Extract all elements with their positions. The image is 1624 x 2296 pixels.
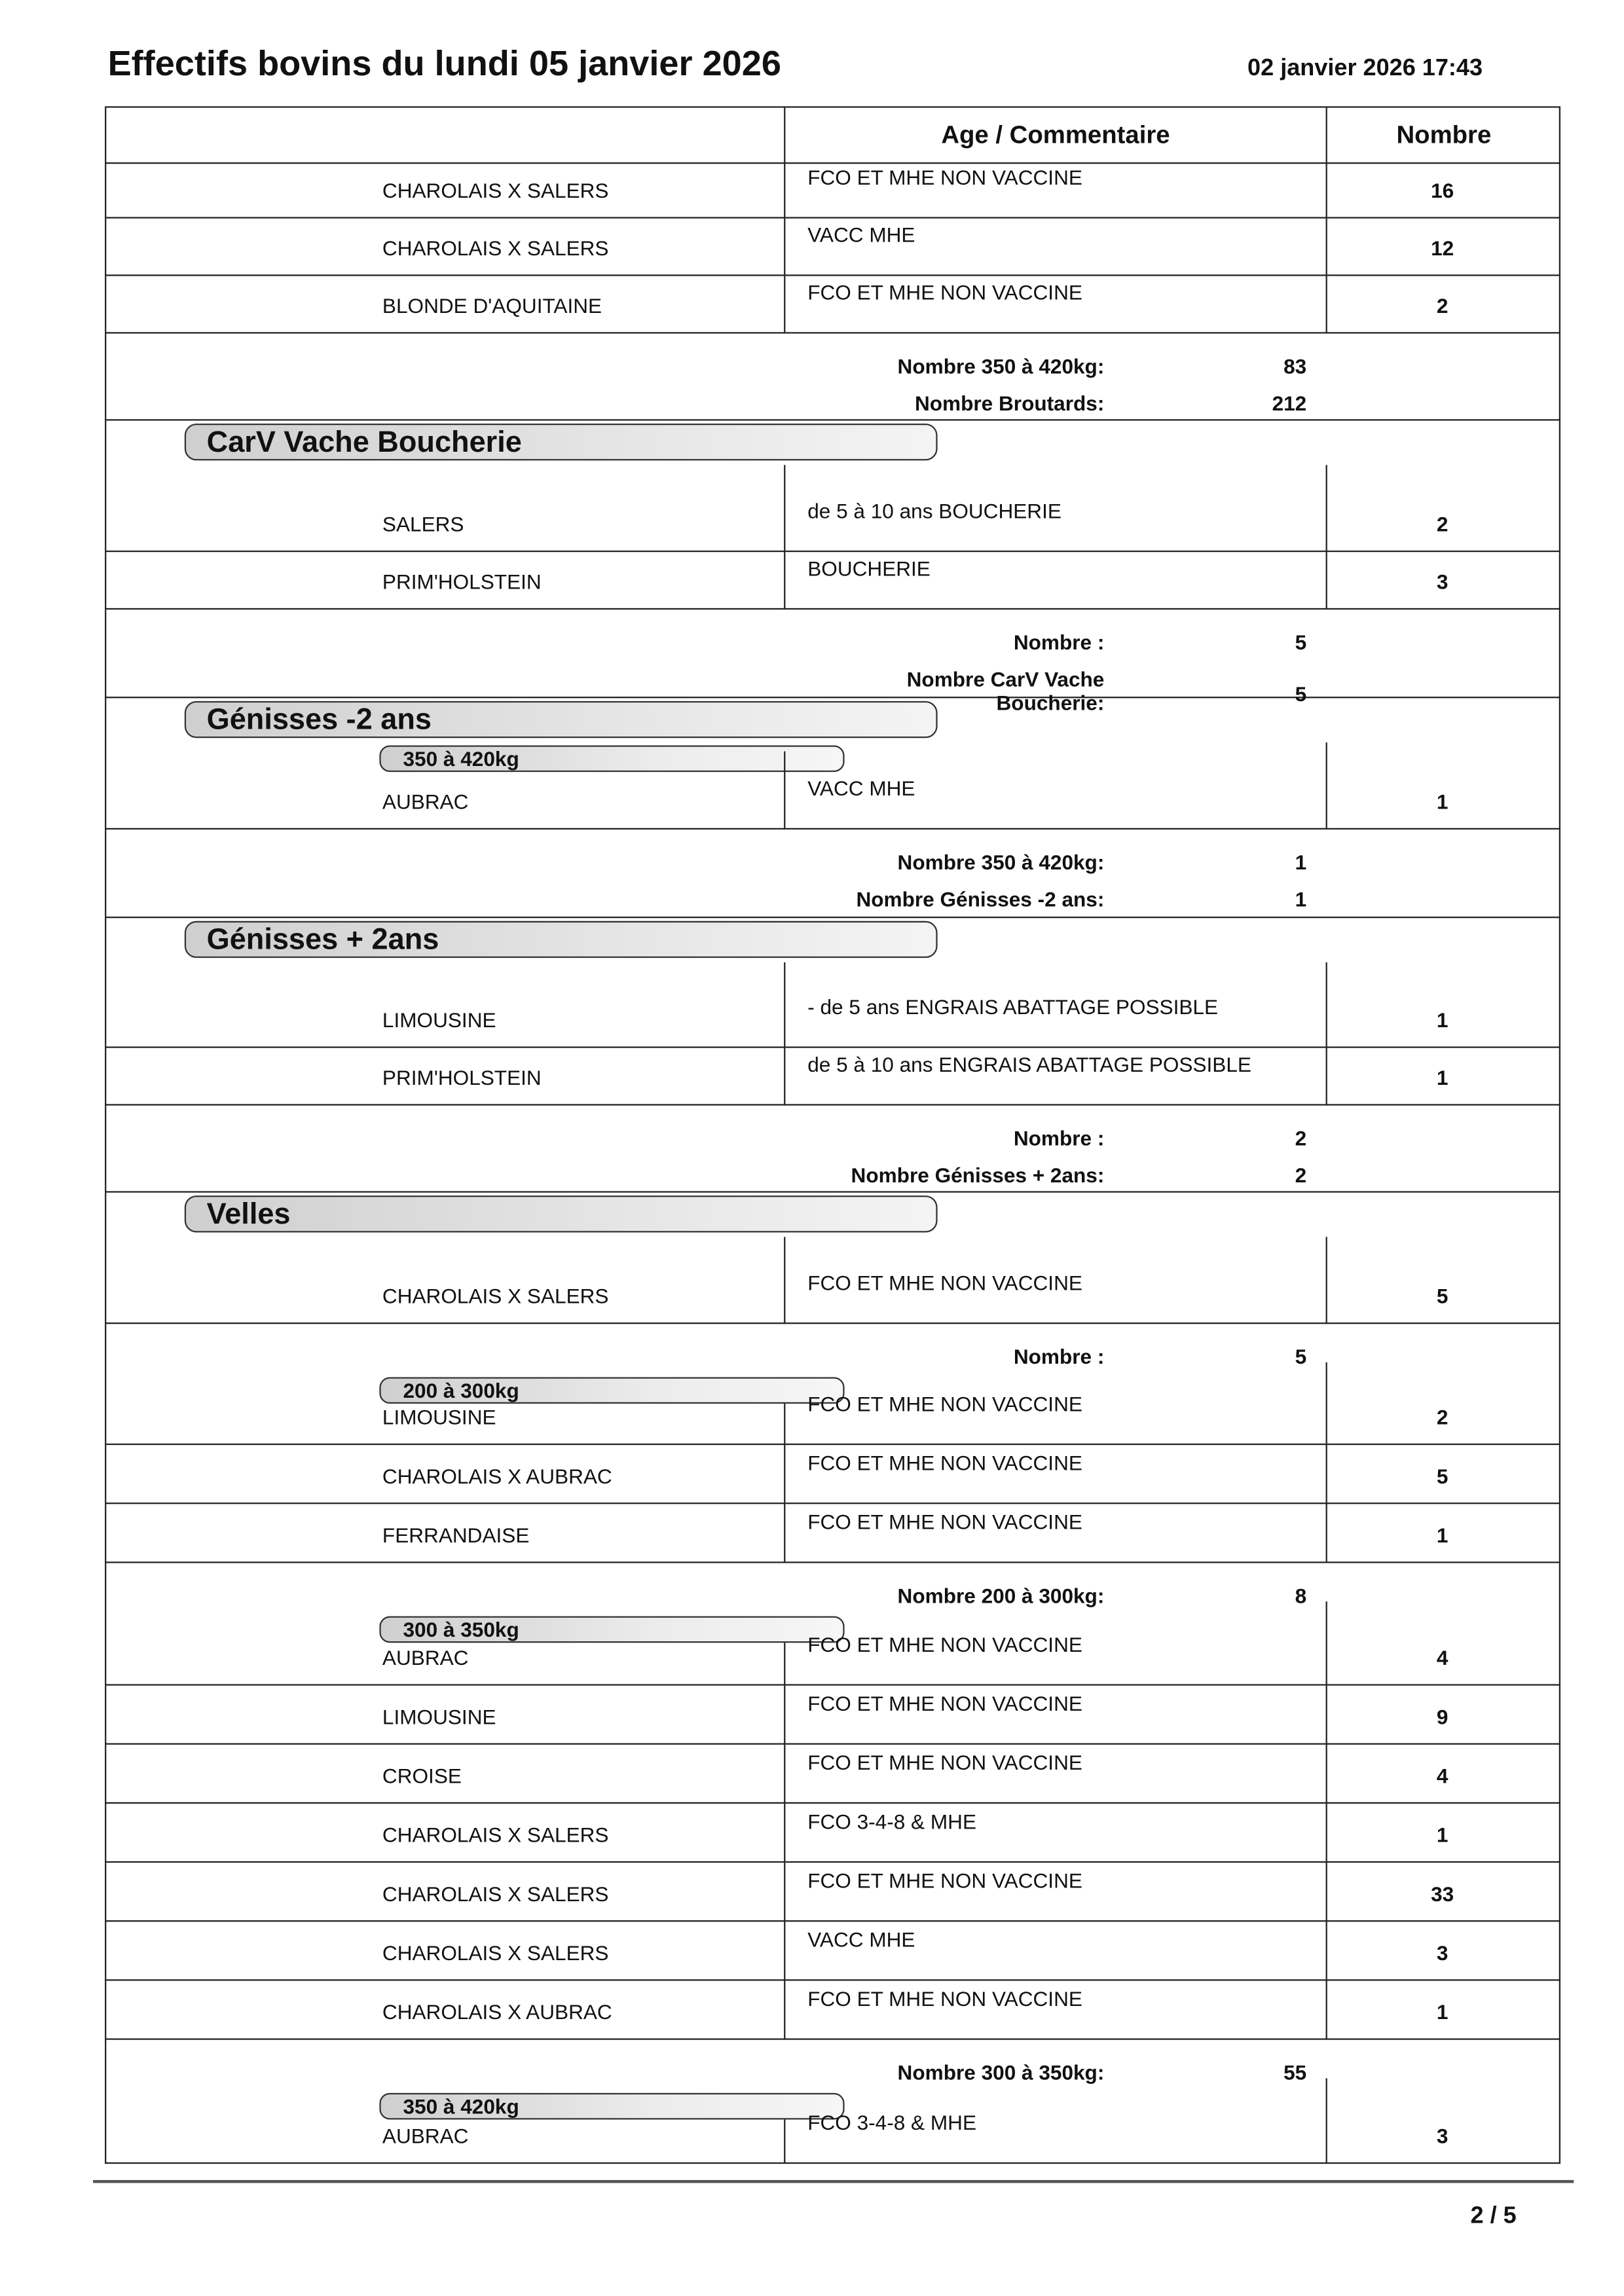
comment-cell: FCO 3-4-8 & MHE [807, 1810, 977, 1834]
count-cell: 12 [1431, 236, 1454, 260]
summary-value: 8 [1295, 1584, 1307, 1608]
summary-value: 212 [1272, 391, 1307, 415]
count-cell: 3 [1436, 1941, 1449, 1965]
section-label: Velles [185, 1195, 938, 1232]
subgroup-label: 350 à 420kg [379, 2093, 844, 2120]
summary-row [105, 1324, 1560, 1445]
count-cell: 3 [1436, 2124, 1449, 2148]
breed-cell: CHAROLAIS X SALERS [382, 1882, 609, 1906]
summary-value: 5 [1295, 682, 1307, 706]
table-row [105, 1686, 1560, 1745]
table-row [105, 162, 1560, 219]
column-divider [784, 752, 785, 829]
column-divider [784, 1922, 785, 1980]
table-row [105, 1745, 1560, 1804]
column-divider [784, 1981, 785, 2040]
column-divider [784, 1048, 785, 1106]
comment-cell: FCO 3-4-8 & MHE [807, 2110, 977, 2135]
summary-row [105, 829, 1560, 918]
section-row [105, 1193, 1560, 1324]
count-cell: 1 [1436, 790, 1449, 814]
table-row [105, 1804, 1560, 1863]
summary-label: Nombre : [1013, 630, 1105, 654]
comment-cell: FCO ET MHE NON VACCINE [807, 1986, 1082, 2011]
summary-row [105, 610, 1560, 715]
breed-cell: CHAROLAIS X SALERS [382, 1823, 609, 1847]
summary-label: Nombre CarV Vache Boucherie: [906, 667, 1105, 715]
summary-label: Nombre 200 à 300kg: [897, 1584, 1105, 1608]
header-comment: Age / Commentaire [784, 108, 1325, 162]
table-row [105, 219, 1560, 276]
page-title: Effectifs bovins du lundi 05 janvier 2026 [107, 44, 781, 84]
column-divider [784, 2119, 785, 2164]
breed-cell: AUBRAC [382, 790, 469, 814]
count-cell: 1 [1436, 1999, 1449, 2024]
section-label: Génisses -2 ans [185, 701, 938, 738]
page-number: 2 / 5 [1470, 2203, 1517, 2229]
count-cell: 4 [1436, 1764, 1449, 1788]
summary-label: Nombre : [1013, 1126, 1105, 1150]
comment-cell: FCO ET MHE NON VACCINE [807, 1510, 1082, 1534]
column-divider [784, 1745, 785, 1804]
comment-cell: BOUCHERIE [807, 556, 931, 581]
column-divider [1326, 962, 1327, 1048]
summary-label: Nombre Broutards: [914, 391, 1105, 415]
table-row [105, 1981, 1560, 2040]
breed-cell: BLONDE D'AQUITAINE [382, 293, 602, 318]
breed-cell: SALERS [382, 512, 464, 536]
table-row [105, 1504, 1560, 1563]
column-divider [784, 465, 785, 552]
column-divider [784, 1237, 785, 1324]
section-row [105, 918, 1560, 1048]
summary-label: Nombre Génisses -2 ans: [856, 886, 1105, 911]
print-date: 02 janvier 2026 17:43 [1247, 56, 1483, 81]
column-divider [1326, 1362, 1327, 1445]
comment-cell: FCO ET MHE NON VACCINE [807, 1451, 1082, 1475]
column-divider [1326, 742, 1327, 829]
summary-value: 1 [1295, 850, 1307, 874]
comment-cell: FCO ET MHE NON VACCINE [807, 1868, 1082, 1893]
section-row [105, 698, 1560, 829]
count-cell: 1 [1436, 1065, 1449, 1089]
footer-divider [93, 2180, 1574, 2183]
count-cell: 9 [1436, 1704, 1449, 1729]
count-cell: 1 [1436, 1008, 1449, 1032]
count-cell: 1 [1436, 1823, 1449, 1847]
column-divider [1326, 2078, 1327, 2164]
summary-value: 83 [1283, 354, 1307, 378]
count-cell: 2 [1436, 1405, 1449, 1429]
comment-cell: VACC MHE [807, 1927, 915, 1952]
column-divider [1326, 1601, 1327, 1686]
subgroup-label: 300 à 350kg [379, 1616, 844, 1643]
column-divider [784, 276, 785, 334]
count-cell: 4 [1436, 1645, 1449, 1669]
breed-cell: LIMOUSINE [382, 1008, 496, 1032]
table-row [105, 552, 1560, 610]
subgroup-label: 200 à 300kg [379, 1377, 844, 1404]
comment-cell: FCO ET MHE NON VACCINE [807, 1391, 1082, 1416]
section-label: CarV Vache Boucherie [185, 424, 938, 460]
count-cell: 5 [1436, 1284, 1449, 1308]
column-divider [784, 962, 785, 1048]
comment-cell: de 5 à 10 ans BOUCHERIE [807, 499, 1061, 523]
breed-cell: PRIM'HOLSTEIN [382, 570, 542, 594]
breed-cell: AUBRAC [382, 1645, 469, 1669]
breed-cell: CHAROLAIS X SALERS [382, 1284, 609, 1308]
breed-cell: CROISE [382, 1764, 462, 1788]
column-divider [784, 162, 785, 219]
column-divider [784, 1863, 785, 1922]
column-divider [1326, 1237, 1327, 1324]
section-label: Génisses + 2ans [185, 921, 938, 958]
comment-cell: VACC MHE [807, 223, 915, 247]
column-divider [784, 1686, 785, 1745]
column-divider [784, 219, 785, 276]
section-row [105, 421, 1560, 553]
column-divider [784, 1643, 785, 1685]
breed-cell: LIMOUSINE [382, 1704, 496, 1729]
breed-cell: PRIM'HOLSTEIN [382, 1065, 542, 1089]
summary-row [105, 2040, 1560, 2164]
summary-label: Nombre Génisses + 2ans: [851, 1163, 1105, 1187]
comment-cell: de 5 à 10 ans ENGRAIS ABATTAGE POSSIBLE [807, 1052, 1251, 1076]
table-row [105, 1863, 1560, 1922]
comment-cell: FCO ET MHE NON VACCINE [807, 1691, 1082, 1715]
column-divider [784, 1404, 785, 1445]
comment-cell: FCO ET MHE NON VACCINE [807, 1271, 1082, 1295]
breed-cell: CHAROLAIS X SALERS [382, 1941, 609, 1965]
count-cell: 3 [1436, 570, 1449, 594]
summary-value: 2 [1295, 1163, 1307, 1187]
summary-label: Nombre 350 à 420kg: [897, 850, 1105, 874]
summary-row [105, 334, 1560, 421]
column-divider [784, 1445, 785, 1504]
comment-cell: - de 5 ans ENGRAIS ABATTAGE POSSIBLE [807, 994, 1219, 1019]
count-cell: 16 [1431, 178, 1454, 202]
comment-cell: FCO ET MHE NON VACCINE [807, 165, 1082, 189]
table-row [105, 1048, 1560, 1106]
breed-cell: CHAROLAIS X AUBRAC [382, 1464, 612, 1488]
breed-cell: CHAROLAIS X SALERS [382, 178, 609, 202]
count-cell: 2 [1436, 293, 1449, 318]
breed-cell: AUBRAC [382, 2124, 469, 2148]
summary-value: 5 [1295, 1344, 1307, 1368]
summary-row [105, 1563, 1560, 1686]
breed-cell: CHAROLAIS X AUBRAC [382, 1999, 612, 2024]
breed-cell: FERRANDAISE [382, 1523, 530, 1547]
summary-row [105, 1106, 1560, 1193]
count-cell: 33 [1431, 1882, 1454, 1906]
subgroup-label: 350 à 420kg [379, 746, 844, 773]
column-divider [784, 1804, 785, 1863]
comment-cell: VACC MHE [807, 776, 915, 800]
table-row [105, 1445, 1560, 1504]
count-cell: 1 [1436, 1523, 1449, 1547]
breed-cell: CHAROLAIS X SALERS [382, 236, 609, 260]
count-cell: 5 [1436, 1464, 1449, 1488]
column-divider [784, 552, 785, 610]
summary-value: 1 [1295, 886, 1307, 911]
column-divider [1326, 465, 1327, 552]
table-header [105, 106, 1560, 164]
comment-cell: FCO ET MHE NON VACCINE [807, 1750, 1082, 1774]
table-row [105, 1922, 1560, 1980]
summary-value: 2 [1295, 1126, 1307, 1150]
breed-cell: LIMOUSINE [382, 1405, 496, 1429]
comment-cell: FCO ET MHE NON VACCINE [807, 1632, 1082, 1656]
column-divider [784, 1504, 785, 1563]
summary-value: 55 [1283, 2060, 1307, 2085]
header-count: Nombre [1326, 108, 1560, 162]
count-cell: 2 [1436, 512, 1449, 536]
comment-cell: FCO ET MHE NON VACCINE [807, 280, 1082, 304]
summary-label: Nombre 350 à 420kg: [897, 354, 1105, 378]
summary-label: Nombre : [1013, 1344, 1105, 1368]
table-row [105, 276, 1560, 334]
summary-label: Nombre 300 à 350kg: [897, 2060, 1105, 2085]
summary-value: 5 [1295, 630, 1307, 654]
